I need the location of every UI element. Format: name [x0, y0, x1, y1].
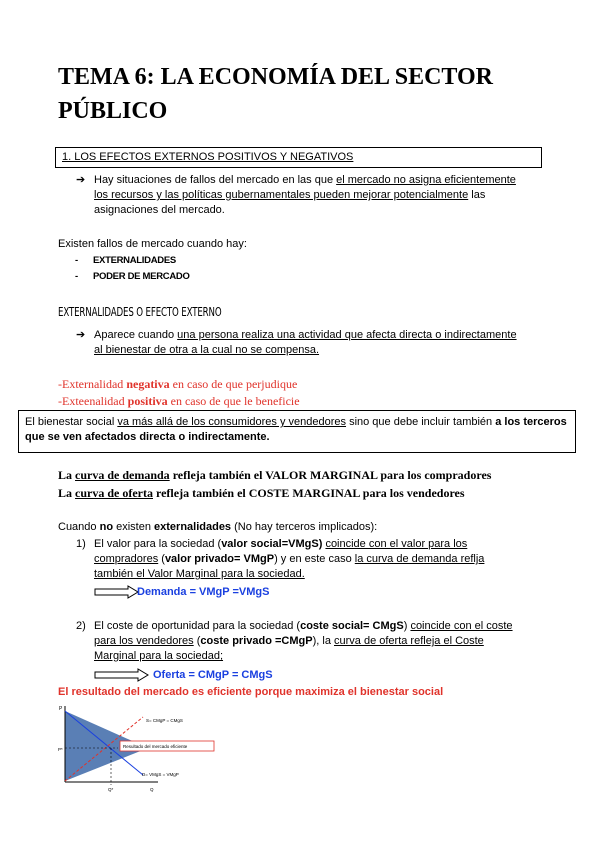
- list-item: - PODER DE MERCADO: [75, 271, 190, 282]
- document-page: TEMA 6: LA ECONOMÍA DEL SECTOR PÚBLICO 1. LOS EFECTOS EXTERNOS POSITIVOS Y NEGATIVOS ➔ Hay situaciones de fallos del mercado en las que el mercado no asigna eficientemente los recursos y las políticas gubernamentales pueden mejorar potencialmente las asignaciones del mercado. Existen fallos de mercado cuando hay: - EXTERNALIDADES - PODER DE MERCADO EXTERNALIDADES O EFECTO EXTERNO ➔ Aparece cuando una persona realiza una actividad que afecta directa o indirectamente al bienestar de otra a la cual no se compensa. -Externalidad negativa en caso de que perjudique -Exteenalidad positiva en caso de que le beneficie El bienestar social va más allá de los consumidores y vendedores sino que debe incluir también a los terceros que se ven afectados directa o indirectamente. La curva de demanda refleja también el VALOR MARGINAL para los compradores La curva de oferta refleja también el COSTE MARGINAL para los vendedores Cuando no existen externalidades (No hay terceros implicados): 1) El valor para la sociedad (valor social=VMgS) coincide con el valor para los compradores (valor privado= VMgP) y en este caso la curva de demanda reflja también el Valor Marginal para la sociedad. Demanda = VMgP =VMgS 2) El coste de oportunidad para la sociedad (coste social= CMgS) coincide con el coste para los vendedores (coste privado =CMgP), la curva de oferta refleja el Coste Marginal para la sociedad; Oferta = CMgP = CMgS El resultado del mercado es eficiente porque maximiza el bienestar social P S= CMgP = CMgS P* Resultado del mercado eficiente D= VMgS = VMgP Q* Q: [0, 0, 600, 848]
- quantity-label: Q*: [108, 787, 114, 792]
- bullet-text: Hay situaciones de fallos del mercado en las que el mercado no asigna eficientemente los recursos y las políticas gubernamentales pueden mejorar potencialmente las asignaciones del mercado.: [94, 174, 516, 216]
- arrow-icon: ➔: [76, 329, 86, 341]
- bullet-text: Aparece cuando una persona realiza una actividad que afecta directa o indirectamente al bienestar de otra a la cual no se compensa.: [94, 329, 517, 356]
- externalidades-heading: EXTERNALIDADES O EFECTO EXTERNO: [58, 305, 222, 319]
- negative-externality: -Externalidad negativa en caso de que perjudique: [58, 377, 298, 391]
- arrow-icon: ➔: [76, 174, 86, 186]
- bienestar-box: El bienestar social va más allá de los consumidores y vendedores sino que debe incluir también a los terceros que se ven afectados directa o indirectamente.: [18, 410, 576, 453]
- arrow-icon: [94, 668, 150, 682]
- list-item: - EXTERNALIDADES: [75, 255, 176, 266]
- section-heading: 1. LOS EFECTOS EXTERNOS POSITIVOS Y NEGATIVOS: [62, 151, 354, 163]
- demand-curve-line: La curva de demanda refleja también el VALOR MARGINAL para los compradores: [58, 468, 492, 482]
- positive-externality: -Exteenalidad positiva en caso de que le beneficie: [58, 394, 300, 408]
- arrow-icon: [94, 585, 140, 599]
- conclusion-text: El resultado del mercado es eficiente porque maximiza el bienestar social: [58, 686, 444, 698]
- fallos-intro: Existen fallos de mercado cuando hay:: [58, 238, 247, 250]
- demand-label: D= VMgS = VMgP: [142, 772, 179, 777]
- supply-curve-line: La curva de oferta refleja también el COSTE MARGINAL para los vendedores: [58, 486, 465, 500]
- supply-demand-graph: [58, 703, 238, 795]
- result-box-label: Resultado del mercado eficiente: [123, 744, 188, 749]
- section-heading-box: [55, 147, 542, 168]
- price-label: P*: [58, 747, 63, 752]
- page-title: TEMA 6: LA ECONOMÍA DEL SECTOR PÚBLICO: [58, 64, 493, 124]
- supply-label: S= CMgP = CMgS: [146, 718, 183, 723]
- demand-equation: Demanda = VMgP =VMgS: [137, 586, 270, 598]
- supply-equation: Oferta = CMgP = CMgS: [153, 669, 273, 681]
- no-externalities-intro: Cuando no existen externalidades (No hay terceros implicados):: [58, 521, 378, 533]
- y-axis-label: P: [59, 706, 63, 712]
- x-axis-label: Q: [150, 787, 154, 792]
